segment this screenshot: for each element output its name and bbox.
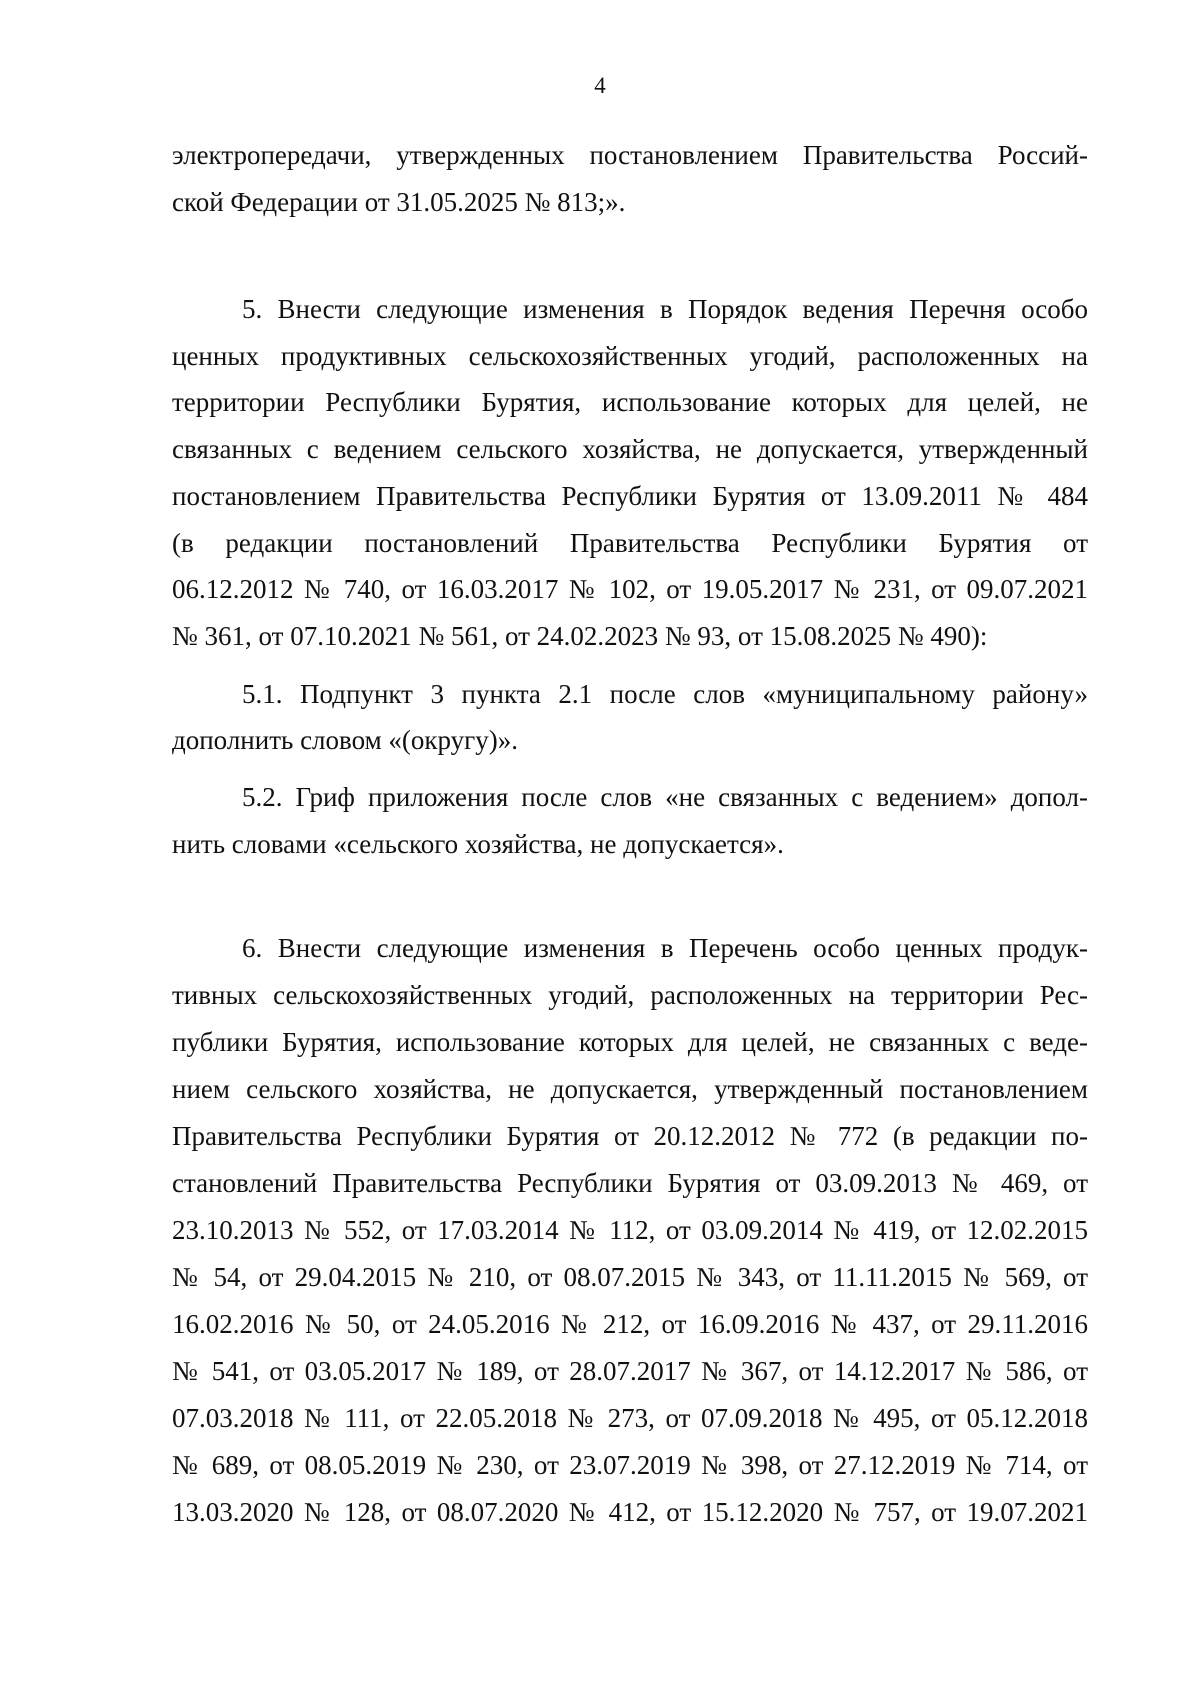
text-line: № 541, от 03.05.2017 № 189, от 28.07.2017 № 367, от 14.12.2017 № 586, от bbox=[172, 1356, 1088, 1386]
text-line: 5. Внести следующие изменения в Порядок ведения Перечня особо bbox=[242, 294, 1088, 324]
text-line: Правительства Республики Бурятия от 20.12.2012 № 772 (в редакции по- bbox=[172, 1121, 1088, 1151]
text-line: нить словами «сельского хозяйства, не допускается». bbox=[172, 829, 784, 859]
text-line: № 689, от 08.05.2019 № 230, от 23.07.2019 № 398, от 27.12.2019 № 714, от bbox=[172, 1450, 1088, 1480]
text-line: 13.03.2020 № 128, от 08.07.2020 № 412, от 15.12.2020 № 757, от 19.07.2021 bbox=[172, 1497, 1088, 1527]
text-line: 5.2. Гриф приложения после слов «не связанных с ведением» допол- bbox=[242, 782, 1088, 812]
text-line: (в редакции постановлений Правительства Республики Бурятия от bbox=[172, 528, 1088, 558]
text-line: дополнить словом «(округу)». bbox=[172, 725, 518, 755]
text-line: 06.12.2012 № 740, от 16.03.2017 № 102, от 19.05.2017 № 231, от 09.07.2021 bbox=[172, 574, 1088, 604]
text-line: публики Бурятия, использование которых для целей, не связанных с веде- bbox=[172, 1027, 1088, 1057]
text-line: ской Федерации от 31.05.2025 № 813;». bbox=[172, 187, 626, 217]
text-line: № 54, от 29.04.2015 № 210, от 08.07.2015 № 343, от 11.11.2015 № 569, от bbox=[172, 1262, 1088, 1292]
text-line: 23.10.2013 № 552, от 17.03.2014 № 112, от 03.09.2014 № 419, от 12.02.2015 bbox=[172, 1215, 1088, 1245]
text-line: тивных сельскохозяйственных угодий, расположенных на территории Рес- bbox=[172, 980, 1088, 1010]
text-line: ценных продуктивных сельскохозяйственных угодий, расположенных на bbox=[172, 341, 1088, 371]
text-line: 5.1. Подпункт 3 пункта 2.1 после слов «муниципальному району» bbox=[242, 679, 1088, 709]
text-line: территории Республики Бурятия, использование которых для целей, не bbox=[172, 387, 1088, 417]
text-line: 16.02.2016 № 50, от 24.05.2016 № 212, от 16.09.2016 № 437, от 29.11.2016 bbox=[172, 1309, 1088, 1339]
text-line: постановлением Правительства Республики Бурятия от 13.09.2011 № 484 bbox=[172, 481, 1088, 511]
page-number: 4 bbox=[594, 73, 606, 98]
text-line: становлений Правительства Республики Бурятия от 03.09.2013 № 469, от bbox=[172, 1168, 1088, 1198]
text-line: нием сельского хозяйства, не допускается, утвержденный постановлением bbox=[172, 1074, 1088, 1104]
text-line: 07.03.2018 № 111, от 22.05.2018 № 273, от 07.09.2018 № 495, от 05.12.2018 bbox=[172, 1403, 1088, 1433]
text-line: связанных с ведением сельского хозяйства, не допускается, утвержденный bbox=[172, 434, 1088, 464]
text-line: № 361, от 07.10.2021 № 561, от 24.02.2023 № 93, от 15.08.2025 № 490): bbox=[172, 621, 988, 651]
text-line: 6. Внести следующие изменения в Перечень особо ценных продук- bbox=[242, 933, 1088, 963]
text-line: электропередачи, утвержденных постановлением Правительства Россий- bbox=[172, 140, 1088, 170]
